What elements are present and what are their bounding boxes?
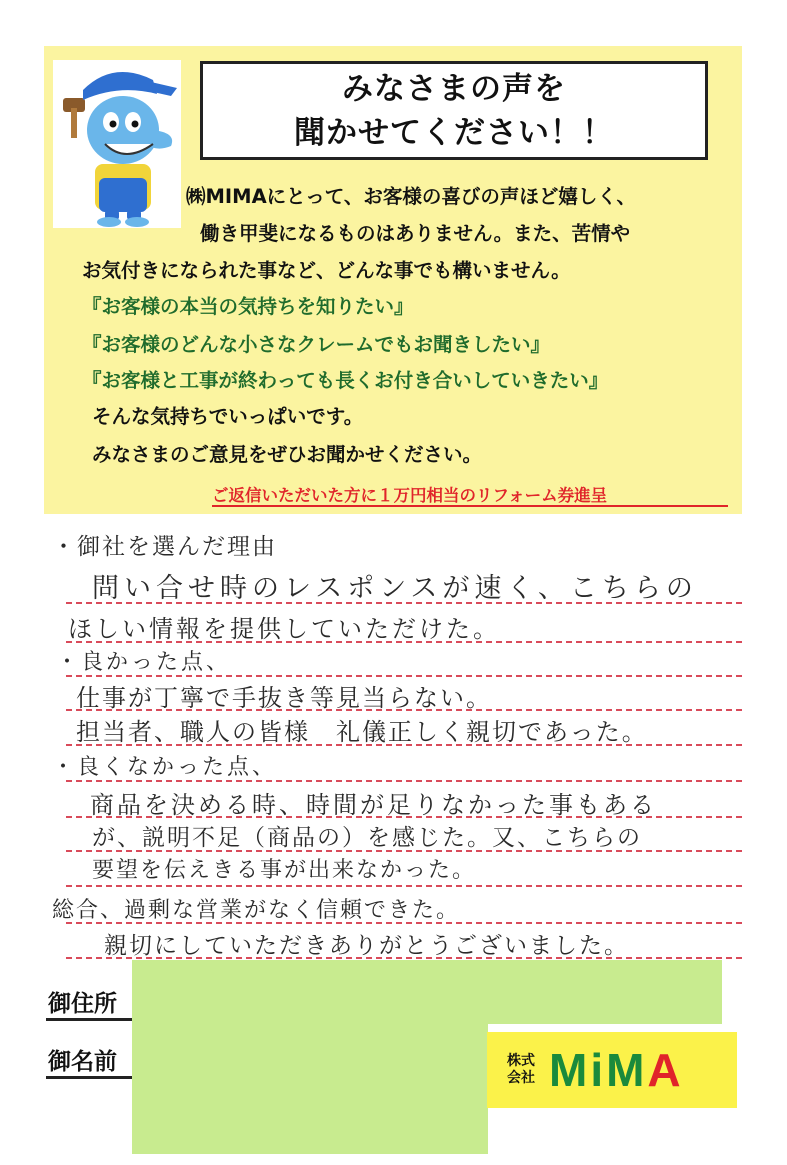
address-label: 御住所 [48,991,117,1017]
logo-prefix-line-2: 会社 [507,1070,535,1086]
handwritten-line: 要望を伝えきる事が出来なかった。 [92,858,477,883]
address-underline [46,1018,134,1021]
logo-brand-last: A [647,1044,684,1096]
handwritten-line: 商品を決める時、時間が足りなかった事もある [90,791,657,819]
logo-prefix [507,1053,535,1087]
intro-line-3: お気付きになられた事など、どんな事でも構いません。 [82,259,571,282]
handwritten-line: ・御社を選んだ理由 [52,534,277,560]
handwritten-line: 担当者、職人の皆様 礼儀正しく親切であった。 [76,718,648,746]
handwritten-line: 仕事が丁寧で手抜き等見当らない。 [76,684,492,712]
quote-line-3: 『お客様と工事が終わっても長くお付き合いしていきたい』 [82,369,609,392]
handwritten-line: 総合、過剰な営業がなく信頼できた。 [52,898,461,923]
handwritten-line: ・良くなかった点、 [52,755,278,780]
quote-line-2: 『お客様のどんな小さなクレームでもお聞きしたい』 [82,333,551,356]
handwritten-line: が、説明不足（商品の）を感じた。又、こちらの [92,825,642,851]
name-label: 御名前 [48,1049,117,1075]
intro-line-4: そんな気持ちでいっぱいです。 [92,405,364,428]
headline-line-1: みなさまの声を [342,70,566,107]
name-underline [46,1076,134,1079]
handwritten-line: ほしい情報を提供していただけた。 [68,615,500,643]
handwritten-line: 親切にしていただきありがとうございました。 [104,933,629,959]
quote-line-1: 『お客様の本当の気持ちを知りたい』 [82,295,414,318]
logo-brand [549,1043,684,1097]
intro-line-5: みなさまのご意見をぜひお聞かせください。 [92,443,483,466]
bonus-underline [212,505,728,507]
bonus-notice: ご返信いただいた方に１万円相当のリフォーム券進呈 [212,486,608,505]
handwritten-line: 問い合せ時のレスポンスが速く、こちらの [92,573,698,604]
logo-brand-main: MiM [549,1044,648,1096]
handwritten-line: ・良かった点、 [56,650,232,675]
redaction-address [132,960,722,1024]
intro-line-1: ㈱MIMAにとって、お客様の喜びの声ほど嬉しく、 [186,185,636,208]
ruled-line [66,885,742,887]
intro-line-2: 働き甲斐になるものはありません。また、苦情や [200,222,631,245]
logo-prefix-line-1: 株式 [507,1053,535,1069]
mima-logo [487,1032,737,1108]
redaction-name [132,1024,488,1154]
dolphin-mascot-icon [53,60,181,228]
headline-line-2: 聞かせてください！！ [294,114,614,151]
headline-box [200,61,708,160]
